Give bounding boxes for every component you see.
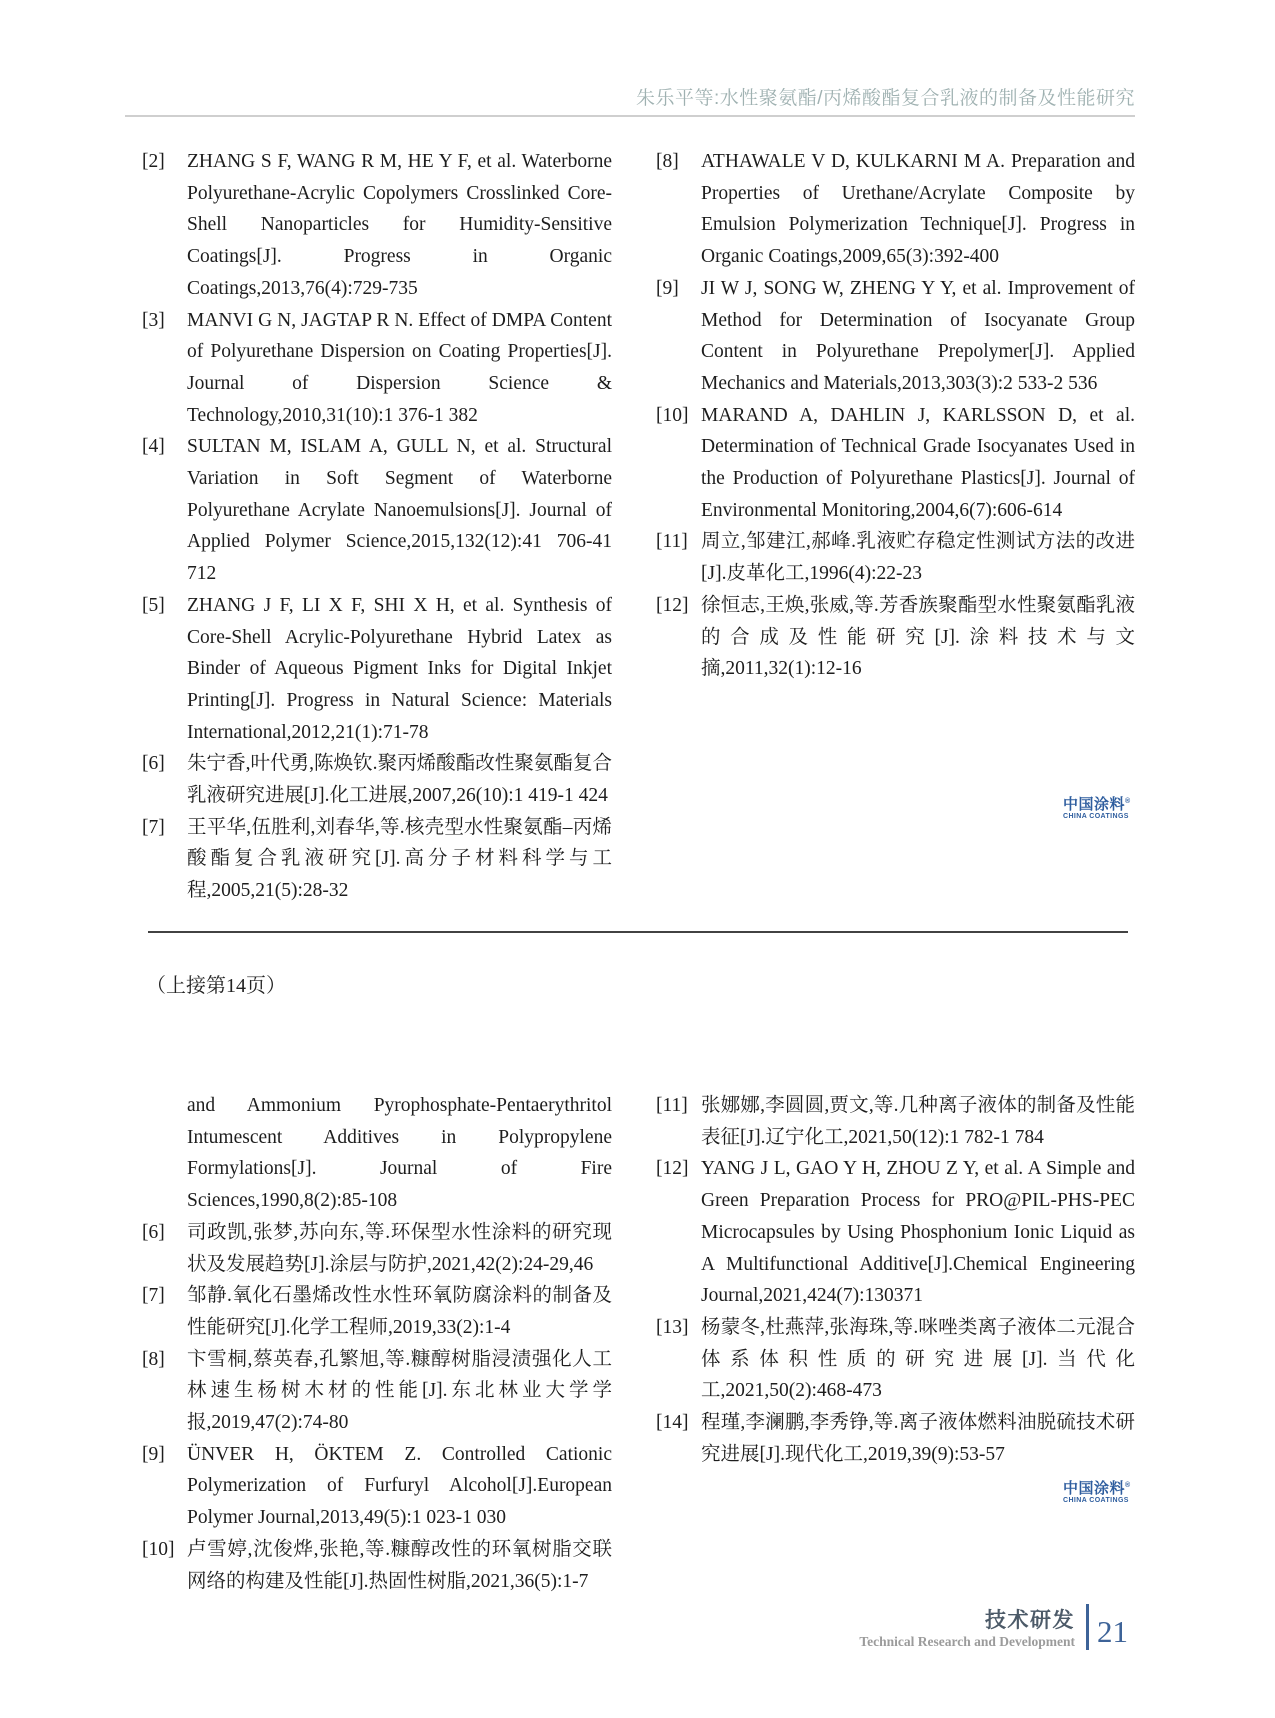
page-footer bbox=[859, 1604, 1128, 1650]
registered-mark: ® bbox=[1125, 1482, 1131, 1489]
reference-number: [6] bbox=[142, 1221, 165, 1243]
reference-text: 张娜娜,李圆圆,贾文,等.几种离子液体的制备及性能表征[J].辽宁化工,2021,50(12):1 782-1 784 bbox=[701, 1095, 1135, 1148]
reference-item bbox=[142, 146, 612, 305]
reference-item bbox=[656, 1090, 1135, 1153]
reference-text: YANG J L, GAO Y H, ZHOU Z Y, et al. A Simple and Green Preparation Process for PRO@PIL-PHS-PEC Microcapsules by Using Phosphonium Ionic Liquid as A Multifunctional Additive[J].Chemical Engineering Journal,2021,424(7):130371 bbox=[701, 1158, 1135, 1307]
reference-item bbox=[142, 812, 612, 907]
reference-number bbox=[142, 1090, 187, 1217]
reference-item bbox=[142, 1534, 612, 1597]
reference-number: [9] bbox=[142, 1443, 165, 1465]
reference-text: MANVI G N, JAGTAP R N. Effect of DMPA Content of Polyurethane Dispersion on Coating Properties[J]. Journal of Dispersion Science & Technology,2010,31(10):1 376-1 382 bbox=[187, 309, 612, 426]
reference-item bbox=[656, 1312, 1135, 1407]
china-coatings-logo bbox=[1063, 1480, 1163, 1504]
reference-number: [8] bbox=[142, 1348, 165, 1370]
reference-text: 卢雪婷,沈俊烨,张艳,等.糠醇改性的环氧树脂交联网络的构建及性能[J].热固性树脂,2021,36(5):1-7 bbox=[187, 1538, 612, 1592]
reference-text: ATHAWALE V D, KULKARNI M A. Preparation and Properties of Urethane/Acrylate Composite by Emulsion Polymerization Technique[J]. Progress in Organic Coatings,2009,65(3):392-400 bbox=[701, 151, 1135, 268]
reference-item bbox=[142, 590, 612, 749]
reference-text: JI W J, SONG W, ZHENG Y Y, et al. Improvement of Method for Determination of Isocyanate Group Content in Polyurethane Prepolymer[J]. Applied Mechanics and Materials,2013,303(3):2 533-2 536 bbox=[701, 277, 1135, 394]
section-divider-rule bbox=[148, 931, 1128, 933]
reference-text: ZHANG S F, WANG R M, HE Y F, et al. Waterborne Polyurethane-Acrylic Copolymers Crosslinked Core-Shell Nanoparticles for Humidity-Sensitive Coatings[J]. Progress in Organic Coatings,2013,76(4):729-735 bbox=[187, 151, 612, 299]
logo-text-en: CHINA COATINGS bbox=[1063, 813, 1129, 821]
reference-number: [3] bbox=[142, 309, 165, 331]
reference-text: 徐恒志,王焕,张威,等.芳香族聚酯型水性聚氨酯乳液的合成及性能研究[J].涂料技术与文摘,2011,32(1):12-16 bbox=[701, 594, 1135, 680]
references-column-left bbox=[142, 146, 612, 907]
logo-text-en: CHINA COATINGS bbox=[1063, 1497, 1129, 1505]
reference-item bbox=[142, 748, 612, 811]
reference-text: 程瑾,李澜鹏,李秀铮,等.离子液体燃料油脱硫技术研究进展[J].现代化工,2019,39(9):53-57 bbox=[701, 1412, 1135, 1465]
reference-number: [12] bbox=[656, 594, 689, 616]
reference-text: 司政凯,张梦,苏向东,等.环保型水性涂料的研究现状及发展趋势[J].涂层与防护,2021,42(2):24-29,46 bbox=[187, 1221, 612, 1275]
references-column-right bbox=[656, 146, 1135, 907]
reference-number: [2] bbox=[142, 151, 165, 172]
reference-number: [6] bbox=[142, 753, 165, 775]
reference-number: [13] bbox=[656, 1316, 689, 1338]
reference-item bbox=[656, 526, 1135, 589]
reference-item bbox=[656, 590, 1135, 685]
reference-item-continuation bbox=[142, 1090, 612, 1217]
logo-text-cn: 中国涂料 bbox=[1063, 1480, 1126, 1497]
reference-item bbox=[656, 1153, 1135, 1312]
reference-item bbox=[142, 305, 612, 432]
reference-text: 杨蒙冬,杜燕萍,张海珠,等.咪唑类离子液体二元混合体系体积性质的研究进展[J].当代化工,2021,50(2):468-473 bbox=[701, 1316, 1135, 1402]
reference-text: 邹静.氧化石墨烯改性水性环氧防腐涂料的制备及性能研究[J].化学工程师,2019,33(2):1-4 bbox=[187, 1285, 612, 1338]
reference-number: [4] bbox=[142, 436, 165, 458]
references-section-top bbox=[142, 146, 1135, 907]
china-coatings-logo bbox=[1063, 796, 1163, 820]
reference-item bbox=[656, 273, 1135, 400]
references-column-left bbox=[142, 1090, 612, 1597]
reference-number: [7] bbox=[142, 1285, 165, 1307]
page-number: 21 bbox=[1097, 1614, 1128, 1649]
reference-item bbox=[656, 146, 1135, 273]
footer-section-title-cn: 技术研发 bbox=[985, 1608, 1075, 1632]
reference-item bbox=[142, 1344, 612, 1439]
reference-text: 卞雪桐,蔡英春,孔繁旭,等.糠醇树脂浸渍强化人工林速生杨树木材的性能[J].东北林业大学学报,2019,47(2):74-80 bbox=[187, 1348, 612, 1434]
reference-number: [12] bbox=[656, 1158, 689, 1180]
reference-number: [10] bbox=[142, 1538, 175, 1560]
reference-text: ZHANG J F, LI X F, SHI X H, et al. Synthesis of Core-Shell Acrylic-Polyurethane Hybrid Latex as Binder of Aqueous Pigment Inks for Digital Inkjet Printing[J]. Progress in Natural Science: Materials International,2012,21(1):71-78 bbox=[187, 594, 612, 743]
reference-text: 朱宁香,叶代勇,陈焕钦.聚丙烯酸酯改性聚氨酯复合乳液研究进展[J].化工进展,2007,26(10):1 419-1 424 bbox=[187, 753, 612, 807]
reference-number: [14] bbox=[656, 1412, 689, 1434]
continuation-note: （上接第14页） bbox=[146, 975, 286, 997]
reference-number: [9] bbox=[656, 277, 679, 299]
logo-text-cn: 中国涂料 bbox=[1063, 796, 1126, 813]
footer-section-title-en: Technical Research and Development bbox=[859, 1633, 1075, 1649]
reference-item bbox=[142, 431, 612, 590]
reference-text: 周立,邹建江,郝峰.乳液贮存稳定性测试方法的改进[J].皮革化工,1996(4):22-23 bbox=[701, 531, 1135, 585]
reference-number: [5] bbox=[142, 594, 165, 616]
reference-text: SULTAN M, ISLAM A, GULL N, et al. Structural Variation in Soft Segment of Waterborne Polyurethane Acrylate Nanoemulsions[J]. Journal of Applied Polymer Science,2015,132(12):41 706-41 712 bbox=[187, 436, 612, 585]
reference-number: [8] bbox=[656, 151, 679, 172]
reference-item bbox=[656, 1407, 1135, 1470]
reference-item bbox=[142, 1217, 612, 1280]
reference-text: 王平华,伍胜利,刘春华,等.核壳型水性聚氨酯–丙烯酸酯复合乳液研究[J].高分子材料科学与工程,2005,21(5):28-32 bbox=[187, 816, 612, 902]
footer-divider-bar bbox=[1086, 1604, 1089, 1650]
running-header-title: 朱乐平等:水性聚氨酯/丙烯酸酯复合乳液的制备及性能研究 bbox=[635, 88, 1135, 109]
header-rule bbox=[125, 115, 1135, 117]
reference-number: [11] bbox=[656, 531, 688, 553]
reference-number: [7] bbox=[142, 816, 165, 838]
reference-text: MARAND A, DAHLIN J, KARLSSON D, et al. Determination of Technical Grade Isocyanates Used in the Production of Polyurethane Plastics[J]. Journal of Environmental Monitoring,2004,6(7):606-614 bbox=[701, 404, 1135, 521]
registered-mark: ® bbox=[1125, 798, 1131, 805]
reference-item bbox=[142, 1280, 612, 1343]
reference-number: [11] bbox=[656, 1095, 688, 1116]
references-column-right bbox=[656, 1090, 1135, 1597]
reference-item bbox=[142, 1439, 612, 1534]
reference-text: and Ammonium Pyrophosphate-Pentaerythritol Intumescent Additives in Polypropylene Formylations[J]. Journal of Fire Sciences,1990,8(2):85-108 bbox=[187, 1095, 612, 1212]
reference-text: ÜNVER H, ÖKTEM Z. Controlled Cationic Polymerization of Furfuryl Alcohol[J].European Polymer Journal,2013,49(5):1 023-1 030 bbox=[187, 1443, 612, 1529]
reference-number: [10] bbox=[656, 404, 689, 426]
references-section-bottom bbox=[142, 1090, 1135, 1597]
reference-item bbox=[656, 400, 1135, 527]
